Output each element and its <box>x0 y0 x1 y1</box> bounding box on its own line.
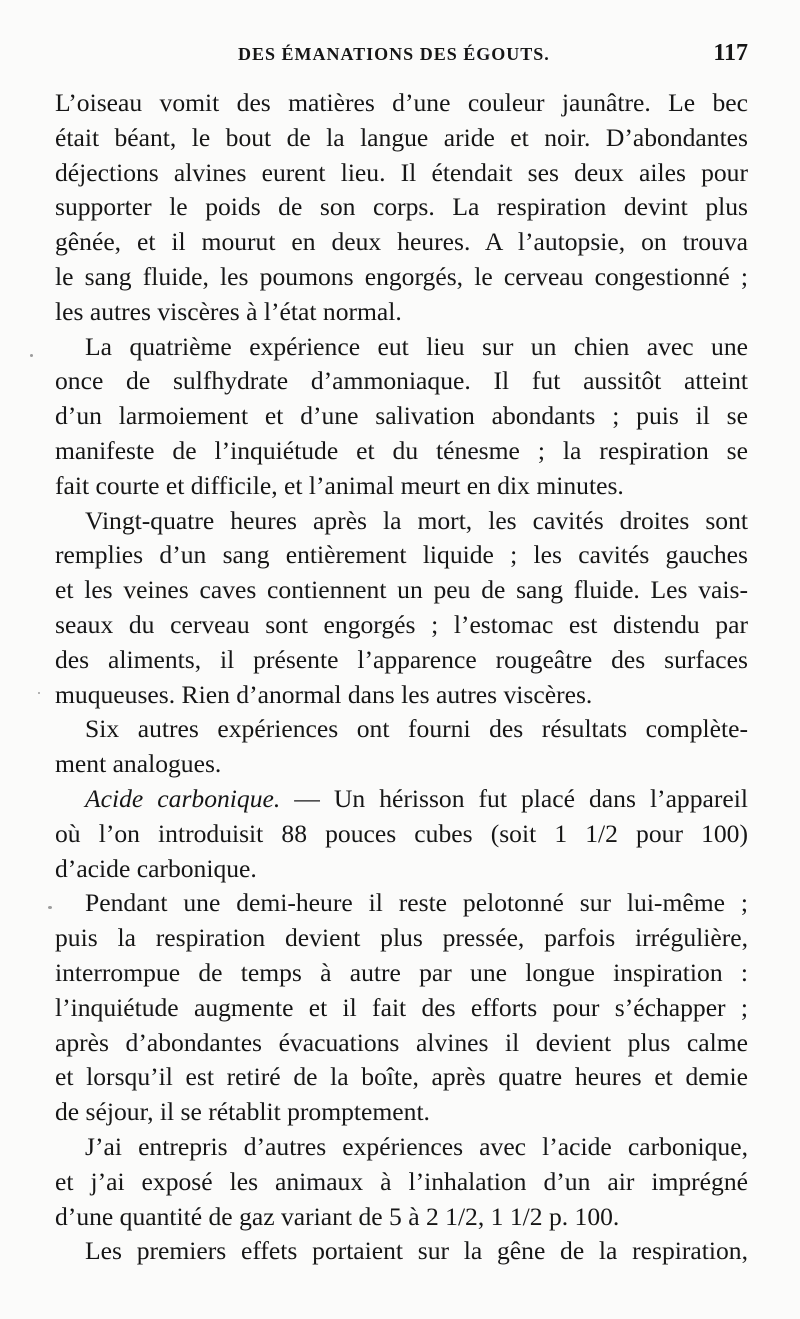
text-line: d’un larmoiement et d’une salivation abondants ; puis il se <box>55 401 748 431</box>
page-number: 117 <box>713 40 748 66</box>
text-line: supporter le poids de son corps. La respiration devint plus <box>55 192 748 222</box>
text-line: était béant, le bout de la langue aride et noir. D’abondantes <box>55 122 748 152</box>
text-line: fait courte et difficile, et l’animal meurt en dix minutes. <box>55 470 624 500</box>
text-line: once de sulfhydrate d’ammoniaque. Il fut aussitôt atteint <box>55 366 748 396</box>
text-line: interrompue de temps à autre par une longue inspiration : <box>55 957 748 987</box>
text-line: de séjour, il se rétablit promptement. <box>55 1097 430 1127</box>
text-line: J’ai entrepris d’autres expériences avec l’acide carbonique, <box>85 1131 748 1161</box>
page-header <box>52 40 748 76</box>
text-line: manifeste de l’inquiétude et du ténesme ; la respiration se <box>55 435 748 465</box>
text-line: muqueuses. Rien d’anormal dans les autres viscères. <box>55 679 593 709</box>
text-line: Six autres expériences ont fourni des résultats complète- <box>85 714 748 744</box>
ink-speck <box>30 354 33 357</box>
paragraph <box>55 1234 748 1269</box>
text-line: puis la respiration devient plus pressée, parfois irrégulière, <box>55 923 748 953</box>
text-line: et les veines caves contiennent un peu de sang fluide. Les vais- <box>55 575 748 605</box>
text-line: d’une quantité de gaz variant de 5 à 2 1/2, 1 1/2 p. 100. <box>55 1201 620 1231</box>
text-line: L’oiseau vomit des matières d’une couleur jaunâtre. Le bec <box>55 88 748 117</box>
text-line: après d’abondantes évacuations alvines il devient plus calme <box>55 1027 748 1057</box>
text-line: l’inquiétude augmente et il fait des efforts pour s’échapper ; <box>55 992 748 1022</box>
text-line: les autres viscères à l’état normal. <box>55 296 402 326</box>
text-line: et j’ai exposé les animaux à l’inhalation d’un air imprégné <box>55 1166 748 1196</box>
ink-speck <box>38 692 40 694</box>
paragraph <box>55 330 748 504</box>
paragraph <box>55 782 748 886</box>
running-head: DES ÉMANATIONS DES ÉGOUTS. <box>238 44 550 64</box>
ink-speck <box>48 906 52 909</box>
page-body <box>55 86 748 1269</box>
section-heading-italic: Acide carbonique. <box>85 783 281 813</box>
text-line: La quatrième expérience eut lieu sur un chien avec une <box>85 331 748 361</box>
text-line: et lorsqu’il est retiré de la boîte, après quatre heures et demie <box>55 1062 748 1092</box>
paragraph <box>55 504 748 713</box>
paragraph <box>55 86 748 330</box>
text-line: où l’on introduisit 88 pouces cubes (soit 1 1/2 pour 100) <box>55 818 748 848</box>
text-line: déjections alvines eurent lieu. Il étendait ses deux ailes pour <box>55 157 748 187</box>
paragraph <box>55 712 748 782</box>
paragraph <box>55 886 748 1130</box>
text-line: des aliments, il présente l’apparence rougeâtre des surfaces <box>55 644 748 674</box>
text-line: seaux du cerveau sont engorgés ; l’estomac est distendu par <box>55 609 748 639</box>
text-line: remplies d’un sang entièrement liquide ; les cavités gauches <box>55 540 748 570</box>
text-line: Les premiers effets portaient sur la gêne de la respiration, <box>85 1236 748 1266</box>
text-line: Vingt-quatre heures après la mort, les cavités droites sont <box>85 505 748 535</box>
text-line: ment analogues. <box>55 749 222 779</box>
text-line: le sang fluide, les poumons engorgés, le cerveau congestionné ; <box>55 261 748 291</box>
text-line: gênée, et il mourut en deux heures. A l’autopsie, on trouva <box>55 227 748 257</box>
text-fragment: — Un hérisson fut placé dans l’appareil <box>280 783 748 813</box>
text-line <box>55 782 748 817</box>
text-line: Pendant une demi-heure il reste pelotonné sur lui-même ; <box>85 888 748 918</box>
text-line: d’acide carbonique. <box>55 853 257 883</box>
paragraph <box>55 1130 748 1234</box>
